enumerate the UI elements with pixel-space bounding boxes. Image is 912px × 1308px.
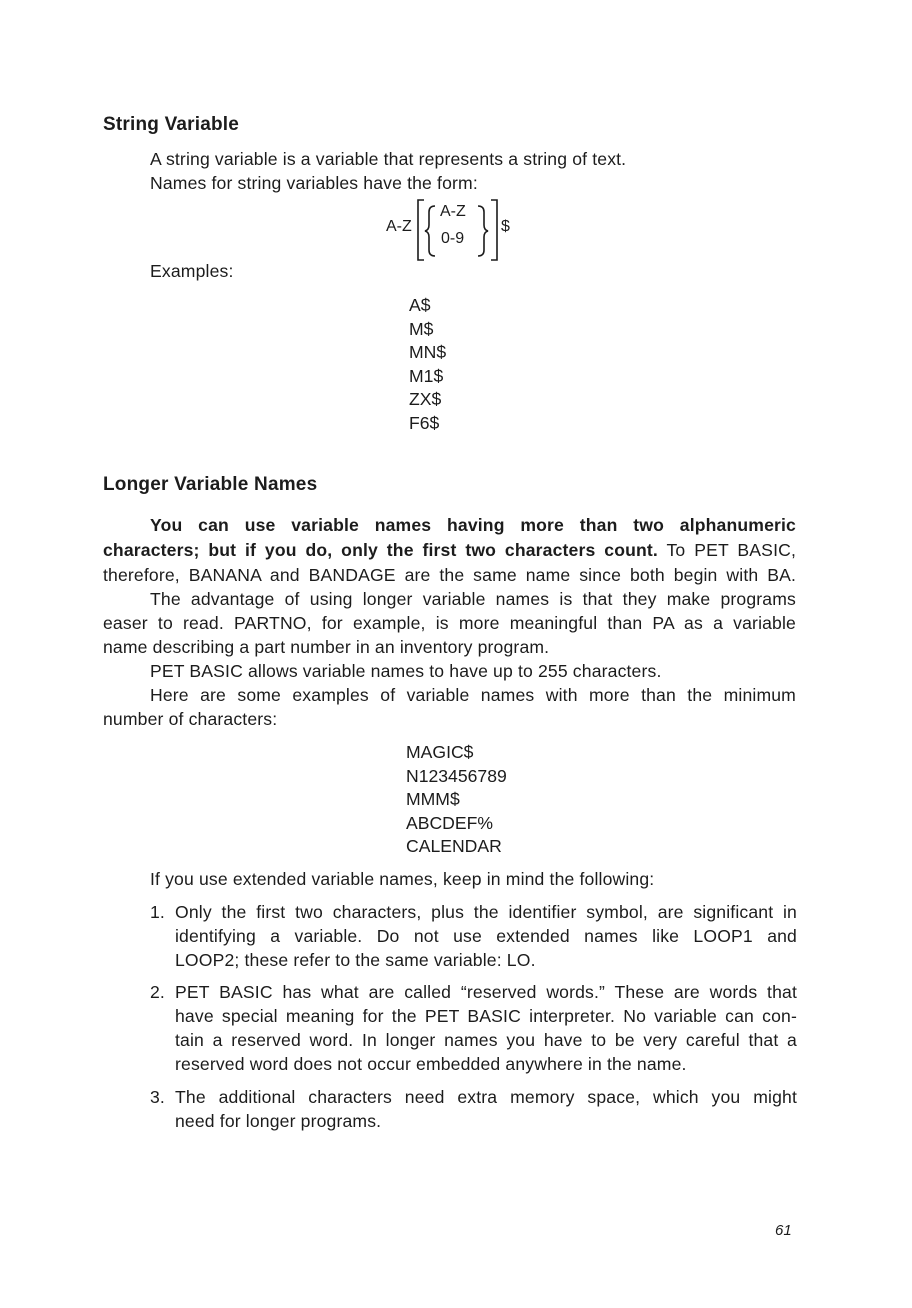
paragraph-line: Here are some examples of variable names with more than the minimum (150, 685, 796, 705)
bold-text: characters; but if you do, only the first two characters count. (103, 540, 658, 560)
string-definition-line: A string variable is a variable that represents a string of text. (150, 149, 627, 169)
bold-text: You can use variable names having more than two alphanumeric (150, 515, 796, 535)
paragraph-line: therefore, BANANA and BANDAGE are the same name since both begin with BA. (103, 565, 796, 585)
paragraph-text: To PET BASIC, (657, 540, 796, 560)
list-item-line: have special meaning for the PET BASIC interpreter. No variable can con- (175, 1006, 797, 1026)
longer-names-heading: Longer Variable Names (103, 474, 318, 495)
syntax-first-letter: A-Z (386, 218, 412, 235)
syntax-option-letters: A-Z (440, 203, 466, 220)
paragraph-line: name describing a part number in an inventory program. (103, 637, 550, 657)
list-item-line: Only the first two characters, plus the identifier symbol, are significant in (175, 902, 797, 922)
syntax-option-digits: 0-9 (441, 230, 465, 247)
example-item: N123456789 (406, 765, 507, 786)
list-item-line: identifying a variable. Do not use extended names like LOOP1 and (175, 926, 797, 946)
list-number: 3. (150, 1087, 165, 1107)
example-item: F6$ (409, 412, 440, 433)
left-square-bracket (418, 200, 424, 260)
list-intro: If you use extended variable names, keep in mind the following: (150, 869, 655, 889)
examples-label: Examples: (150, 261, 234, 281)
page-number: 61 (775, 1222, 792, 1239)
paragraph-line: easer to read. PARTNO, for example, is more meaningful than PA as a variable (103, 613, 796, 633)
list-number: 1. (150, 902, 165, 922)
example-item: ABCDEF% (406, 812, 494, 833)
example-item: M1$ (409, 365, 444, 386)
list-number: 2. (150, 982, 165, 1002)
example-item: M$ (409, 318, 434, 339)
right-square-bracket (491, 200, 497, 260)
string-variable-heading: String Variable (103, 114, 240, 135)
list-item-line: LOOP2; these refer to the same variable: LO. (175, 950, 536, 970)
list-item-line: need for longer programs. (175, 1111, 382, 1131)
paragraph-line: PET BASIC allows variable names to have up to 255 characters. (150, 661, 662, 681)
example-item: A$ (409, 295, 431, 315)
bold-statement-line1 (150, 515, 796, 536)
example-item: ZX$ (409, 389, 442, 409)
paragraph-line: number of characters: (103, 709, 278, 729)
right-curly-brace (478, 206, 488, 256)
list-item-line: tain a reserved word. In longer names you have to be very careful that a (175, 1030, 797, 1050)
example-item: MAGIC$ (406, 742, 474, 762)
longer-examples (406, 741, 507, 859)
example-item: MN$ (409, 342, 447, 362)
syntax-dollar-suffix: $ (501, 218, 510, 235)
list-item-line: The additional characters need extra memory space, which you might (175, 1087, 797, 1107)
left-curly-brace (425, 206, 435, 256)
string-examples (409, 294, 446, 435)
bold-statement-line2 (103, 540, 796, 561)
list-item-line: reserved word does not occur embedded anywhere in the name. (175, 1054, 687, 1074)
list-item-line: PET BASIC has what are called “reserved words.” These are words that (175, 982, 797, 1002)
example-item: MMM$ (406, 789, 460, 809)
string-form-line: Names for string variables have the form: (150, 173, 478, 193)
example-item: CALENDAR (406, 836, 502, 856)
paragraph-line: The advantage of using longer variable names is that they make programs (150, 589, 796, 609)
